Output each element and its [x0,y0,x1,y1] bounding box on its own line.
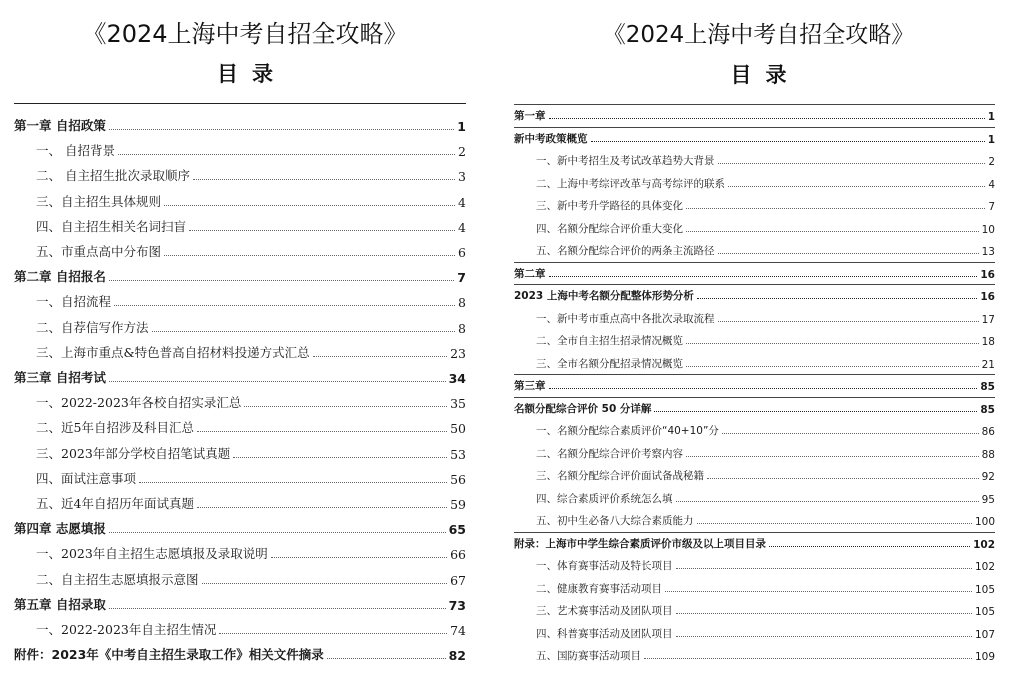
dot-leader [697,298,977,299]
toc-entry-label: 一、体育赛事活动及特长项目 [536,560,673,572]
toc-page-number: 7 [457,270,466,286]
toc-page-number: 34 [448,371,466,386]
toc-page-number: 6 [458,245,466,260]
toc-section-entry [14,620,466,638]
section-rule [514,374,995,375]
toc-section-entry [514,423,995,438]
toc-page-number: 23 [450,345,466,361]
toc-entry-label: 第二章 [514,267,546,280]
section-rule [514,397,995,398]
toc-page-number: 8 [458,295,466,311]
toc-entry-label: 一、2022-2023年自主招生情况 [36,622,217,637]
toc-entry-label: 一、名额分配综合素质评价“40+10”分 [536,425,719,437]
dot-leader [109,608,446,609]
toc-entry-label: 五、名额分配综合评价的两条主流路径 [536,245,715,257]
toc-entry-label: 三、上海市重点&特色普高自招材料投递方式汇总 [36,344,310,360]
toc-chapter-entry [514,378,995,393]
toc-entry-label: 五、市重点高中分布图 [36,244,162,259]
dot-leader [271,557,447,558]
dot-leader [665,591,972,592]
toc-section-entry [14,393,466,411]
toc-chapter-entry [514,401,995,416]
toc-page-number: 86 [981,426,995,438]
toc-entry-label: 二、自荐信写作方法 [36,319,149,335]
dot-leader [233,457,447,458]
dot-leader [114,305,455,306]
toc-entry-label: 五、初中生必备八大综合素质能力 [536,515,694,527]
dot-leader [549,276,978,277]
toc-entry-label: 五、近4年自招历年面试真题 [36,496,194,511]
toc-page-number: 107 [974,628,995,641]
toc-entry-label: 二、 自主招生批次录取顺序 [36,168,190,184]
toc-page-number: 2 [458,144,466,160]
toc-entry-label: 一、2023年自主招生志愿填报及录取说明 [36,546,268,562]
toc-section-entry [514,356,995,371]
toc-page-number: 1 [457,119,466,134]
toc-chapter-entry [514,536,995,551]
toc-entry-label: 附件：2023年《中考自主招生录取工作》相关文件摘录 [14,647,324,663]
toc-page-number: 53 [450,446,466,462]
dot-leader [152,331,456,332]
toc-page-number: 59 [450,497,466,512]
toc-page-number: 50 [450,421,466,437]
toc-section-entry [514,491,995,506]
toc-entry-label: 二、上海中考综评改革与高考综评的联系 [536,177,725,190]
dot-leader [718,321,979,322]
toc-section-entry [14,570,466,588]
dot-leader [189,230,455,231]
dot-leader [139,482,447,483]
page-subtitle: 目录 [730,63,801,87]
toc-section-entry [14,494,466,512]
toc-entry-label: 第一章 [514,110,546,122]
toc-entry-label: 第二章 自招报名 [14,269,106,285]
toc-appendix-entry [14,645,466,663]
toc-page-number: 35 [450,396,466,412]
toc-chapter-entry [14,368,466,386]
dot-leader [686,456,979,457]
toc-entry-label: 一、新中考招生及考试改革趋势大背景 [536,155,715,167]
toc-page-left [0,0,490,691]
toc-section-entry [14,418,466,436]
dot-leader [769,546,970,547]
toc-section-entry [14,318,466,336]
toc-entry-label: 四、名额分配综合评价重大变化 [536,222,683,235]
toc-chapter-entry [14,595,466,613]
toc-section-entry [514,603,995,618]
page-title: 《2024上海中考自招全攻略》 [602,22,915,48]
toc-entry-label: 四、自主招生相关名词扫盲 [36,218,187,234]
toc-entry-label: 三、自主招生具体规则 [36,193,162,209]
dot-leader [686,366,979,367]
toc-entry-label: 三、名额分配综合评价面试备战秘籍 [536,470,704,482]
toc-page-right [508,0,1009,691]
toc-section-entry [14,444,466,462]
dot-leader [686,343,979,344]
dot-leader [109,129,454,130]
toc-entry-label: 二、全市自主招生招录情况概览 [536,335,683,347]
toc-entry-label: 第五章 自招录取 [14,596,106,612]
dot-leader [718,253,979,254]
toc-entry-label: 名额分配综合评价 50 分详解 [514,402,652,415]
toc-page-number: 105 [974,583,995,596]
dot-leader [327,658,446,659]
toc-page-number: 16 [980,291,995,303]
dot-leader [202,583,448,584]
section-rule [514,262,995,263]
toc-section-entry [514,581,995,596]
toc-section-entry [514,446,995,461]
toc-section-entry [514,626,995,641]
toc-chapter-entry [14,519,466,537]
toc-entry-label: 新中考政策概览 [514,132,588,145]
toc-entry-label: 第四章 志愿填报 [14,521,106,537]
toc-page-number: 102 [973,538,995,551]
page-title: 《2024上海中考自招全攻略》 [82,20,408,48]
toc-chapter-entry [14,116,466,134]
toc-entry-label: 二、近5年自招涉及科目汇总 [36,420,194,436]
toc-page-number: 85 [980,403,995,416]
toc-page-number: 4 [458,219,466,235]
toc-section-entry [14,343,466,361]
dot-leader [686,231,979,232]
toc-page-number: 56 [450,471,466,487]
toc-section-entry [14,544,466,562]
toc-page-number: 21 [981,358,995,371]
toc-section-entry [514,311,995,326]
toc-section-entry [514,153,995,168]
toc-section-entry [514,513,995,528]
toc-entry-label: 四、面试注意事项 [36,470,137,486]
toc-page-number: 65 [448,522,466,538]
toc-page-number: 3 [458,169,466,185]
toc-section-entry [514,648,995,663]
toc-page-number: 4 [458,194,466,210]
toc-page-number: 16 [980,268,995,281]
dot-leader [707,478,979,479]
header-rule [14,103,466,104]
section-rule [514,127,995,128]
toc-section-entry [14,242,466,260]
toc-entry-label: 三、2023年部分学校自招笔试真题 [36,445,231,461]
toc-page-number: 4 [988,178,995,191]
toc-entry-label: 二、名额分配综合评价考察内容 [536,447,683,460]
dot-leader [676,636,972,637]
toc-entry-label: 三、新中考升学路径的具体变化 [536,200,683,212]
toc-page-number: 7 [988,201,995,213]
toc-page-number: 18 [981,336,995,348]
section-rule [514,532,995,533]
toc-chapter-entry [14,267,466,285]
dot-leader [109,280,454,281]
toc-page-number: 73 [448,597,466,613]
toc-page-number: 10 [981,223,995,236]
dot-leader [686,208,985,209]
dot-leader [549,118,985,119]
toc-page-number: 85 [980,381,995,393]
dot-leader [676,568,972,569]
toc-entry-label: 附录：上海市中学生综合素质评价市级及以上项目目录 [514,537,766,550]
dot-leader [676,501,979,502]
toc-entry-label: 三、全市名额分配招录情况概览 [536,357,683,370]
toc-page-number: 66 [450,547,466,563]
toc-chapter-entry [514,131,995,146]
toc-section-entry [14,217,466,235]
toc-section-entry [14,166,466,184]
toc-section-entry [14,192,466,210]
toc-section-entry [514,333,995,348]
dot-leader [654,411,977,412]
toc-section-entry [514,198,995,213]
toc-page-number: 102 [974,561,995,573]
dot-leader [697,523,972,524]
dot-leader [197,507,447,508]
toc-page-number: 13 [981,246,995,258]
toc-chapter-entry [514,266,995,281]
toc-entry-label: 二、自主招生志愿填报示意图 [36,571,199,587]
dot-leader [549,388,978,389]
toc-entry-label: 一、自招流程 [36,294,112,310]
toc-page-number: 2 [988,156,995,168]
toc-section-entry [14,469,466,487]
toc-page-number: 92 [981,471,995,483]
toc-page-number: 74 [450,623,466,638]
toc-page-number: 8 [458,320,466,336]
dot-leader [219,633,447,634]
toc-section-entry [514,243,995,258]
toc-page-number: 1 [987,133,995,146]
dot-leader [718,163,986,164]
toc-section-entry [14,141,466,159]
dot-leader [109,532,446,533]
toc-entry-label: 一、 自招背景 [36,143,115,159]
toc-entry-label: 二、健康教育赛事活动项目 [536,582,662,595]
toc-entry-label: 五、国防赛事活动项目 [536,650,641,662]
dot-leader [118,154,455,155]
toc-page-number: 109 [974,651,995,663]
toc-page-number: 67 [450,572,466,588]
toc-page-number: 88 [981,448,995,461]
dot-leader [193,179,455,180]
dot-leader [244,406,447,407]
toc-entry-label: 第三章 自招考试 [14,370,106,385]
toc-page-number: 100 [974,516,995,528]
toc-section-entry [14,292,466,310]
dot-leader [728,186,985,187]
toc-chapter-entry [514,108,995,123]
toc-section-entry [514,221,995,236]
toc-entry-label: 第一章 自招政策 [14,118,106,133]
page-subtitle: 目录 [217,62,287,86]
toc-page-number: 17 [981,313,995,326]
toc-page-number: 105 [974,606,995,618]
dot-leader [197,431,447,432]
toc-section-entry [514,468,995,483]
dot-leader [644,658,972,659]
dot-leader [164,255,455,256]
dot-leader [164,205,455,206]
toc-page-number: 95 [981,493,995,506]
toc-entry-label: 第三章 [514,380,546,392]
toc-entry-label: 四、综合素质评价系统怎么填 [536,492,673,505]
toc-section-entry [514,558,995,573]
toc-section-entry [514,176,995,191]
toc-entry-label: 一、新中考市重点高中各批次录取流程 [536,312,715,325]
toc-page-number: 1 [987,111,995,123]
toc-entry-label: 一、2022-2023年各校自招实录汇总 [36,395,242,411]
dot-leader [722,433,979,434]
dot-leader [109,381,446,382]
toc-chapter-entry [514,288,995,303]
dot-leader [591,141,985,142]
dot-leader [676,613,972,614]
section-rule [514,284,995,285]
toc-entry-label: 三、艺术赛事活动及团队项目 [536,605,673,617]
dot-leader [313,356,447,357]
toc-page-number: 82 [448,648,466,664]
section-rule [514,104,995,105]
toc-entry-label: 2023 上海中考名额分配整体形势分析 [514,290,694,302]
toc-entry-label: 四、科普赛事活动及团队项目 [536,627,673,640]
